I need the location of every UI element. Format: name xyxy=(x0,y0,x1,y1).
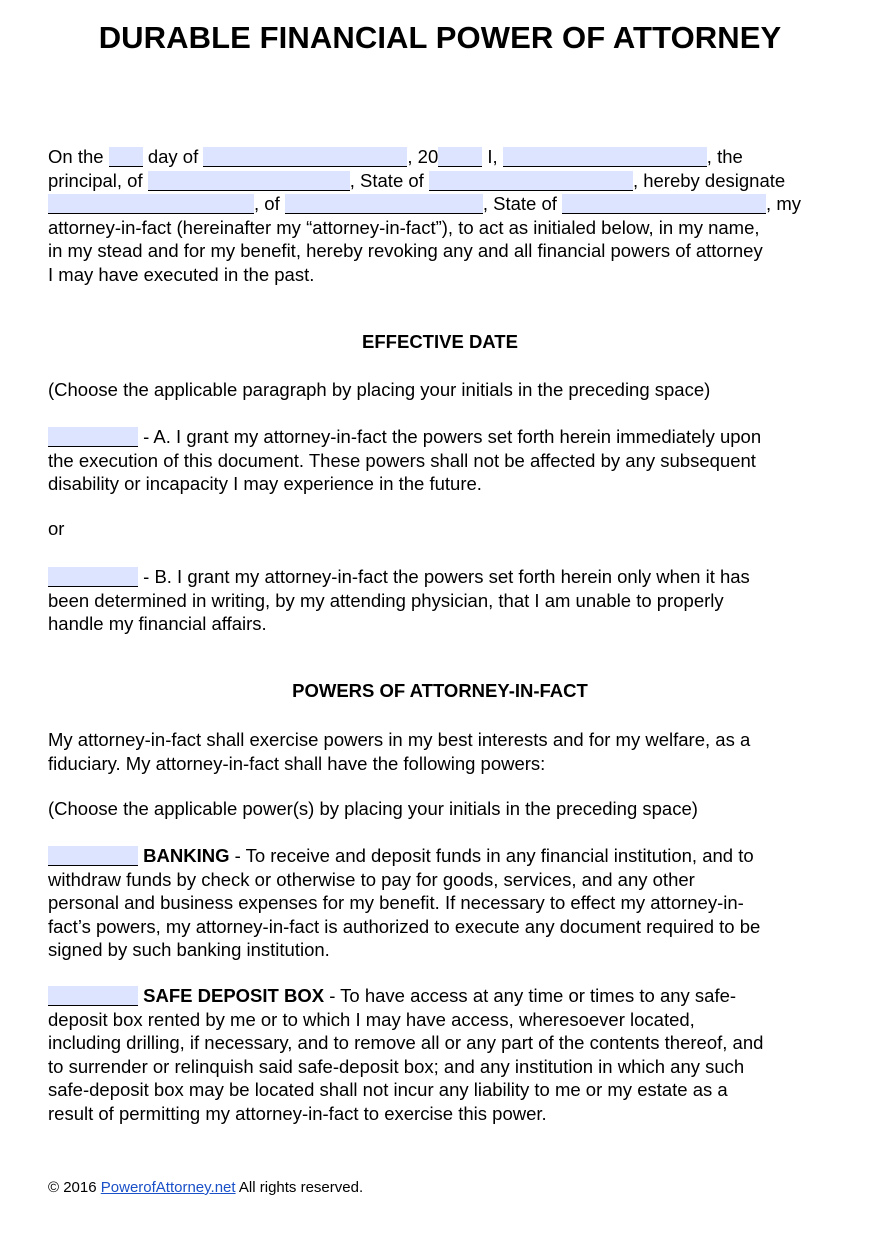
banking-paragraph: BANKING - To receive and deposit funds in any financial institution, and to withdraw funds by check or otherwise to pay for goods, services, and any other personal and business expenses for my benefit. If necessary to effect my attorney-in- fact’s powers, my attorney-in-fact is authorized to execute any document required to be signed by such banking institution. xyxy=(48,845,761,960)
option-b-initials-field[interactable] xyxy=(48,567,138,587)
safe-deposit-label: SAFE DEPOSIT BOX xyxy=(143,985,325,1006)
option-a-initials-field[interactable] xyxy=(48,427,138,447)
powers-heading: POWERS OF ATTORNEY-IN-FACT xyxy=(292,680,588,701)
intro-line-5: in my stead and for my benefit, hereby revoking any and all financial powers of attorney xyxy=(48,240,763,261)
principal-name-field[interactable] xyxy=(503,147,707,167)
banking-initials-field[interactable] xyxy=(48,846,138,866)
safe-deposit-initials-field[interactable] xyxy=(48,986,138,1006)
option-a-paragraph: - A. I grant my attorney-in-fact the powers set forth herein immediately upon the execution of this document. These powers shall not be affected by any subsequent disability or incapacity I may experience in the future. xyxy=(48,426,762,494)
month-field[interactable] xyxy=(203,147,407,167)
safe-deposit-paragraph: SAFE DEPOSIT BOX - To have access at any time or times to any safe- deposit box rented by me or to which I may have access, wheresoever located, including drilling, if necessary, and to remove all or any part of the contents thereof, and to surrender or relinquish said safe-deposit box; and any institution in which any such safe-deposit box may be located shall not incur any liability to me or my estate as a result of permitting my attorney-in-fact to exercise this power. xyxy=(48,985,764,1124)
option-b-paragraph: - B. I grant my attorney-in-fact the powers set forth herein only when it has been determined in writing, by my attending physician, that I am unable to properly handle my financial affairs. xyxy=(48,566,750,634)
intro-line-3: , of , State of , my xyxy=(48,192,838,216)
principal-city-field[interactable] xyxy=(148,171,350,191)
intro-paragraph xyxy=(48,145,838,286)
principal-state-field[interactable] xyxy=(429,171,633,191)
effective-date-heading: EFFECTIVE DATE xyxy=(362,331,518,352)
document-title: DURABLE FINANCIAL POWER OF ATTORNEY xyxy=(98,20,782,55)
intro-line-2: principal, of , State of , hereby designate xyxy=(48,169,786,191)
attorney-state-field[interactable] xyxy=(562,194,766,214)
year-field[interactable] xyxy=(438,147,482,167)
intro-line-6: I may have executed in the past. xyxy=(48,263,315,285)
attorney-name-field[interactable] xyxy=(48,194,254,214)
attorney-city-field[interactable] xyxy=(285,194,483,214)
day-field[interactable] xyxy=(109,147,143,167)
intro-line-1: On the day of , 20 I, , the xyxy=(48,146,743,167)
effective-date-instruction: (Choose the applicable paragraph by placing your initials in the preceding space) xyxy=(48,379,711,400)
intro-line-4: attorney-in-fact (hereinafter my “attorney-in-fact”), to act as initialed below, in my name, xyxy=(48,216,760,238)
powers-instruction: (Choose the applicable power(s) by placing your initials in the preceding space) xyxy=(48,798,698,819)
powers-intro: My attorney-in-fact shall exercise powers in my best interests and for my welfare, as a fiduciary. My attorney-in-fact shall have the following powers: xyxy=(48,729,751,774)
banking-label: BANKING xyxy=(143,845,230,866)
footer-link[interactable]: PowerofAttorney.net xyxy=(100,1179,236,1196)
or-text: or xyxy=(48,518,65,539)
footer: © 2016 PowerofAttorney.net All rights reserved. xyxy=(48,1179,364,1196)
